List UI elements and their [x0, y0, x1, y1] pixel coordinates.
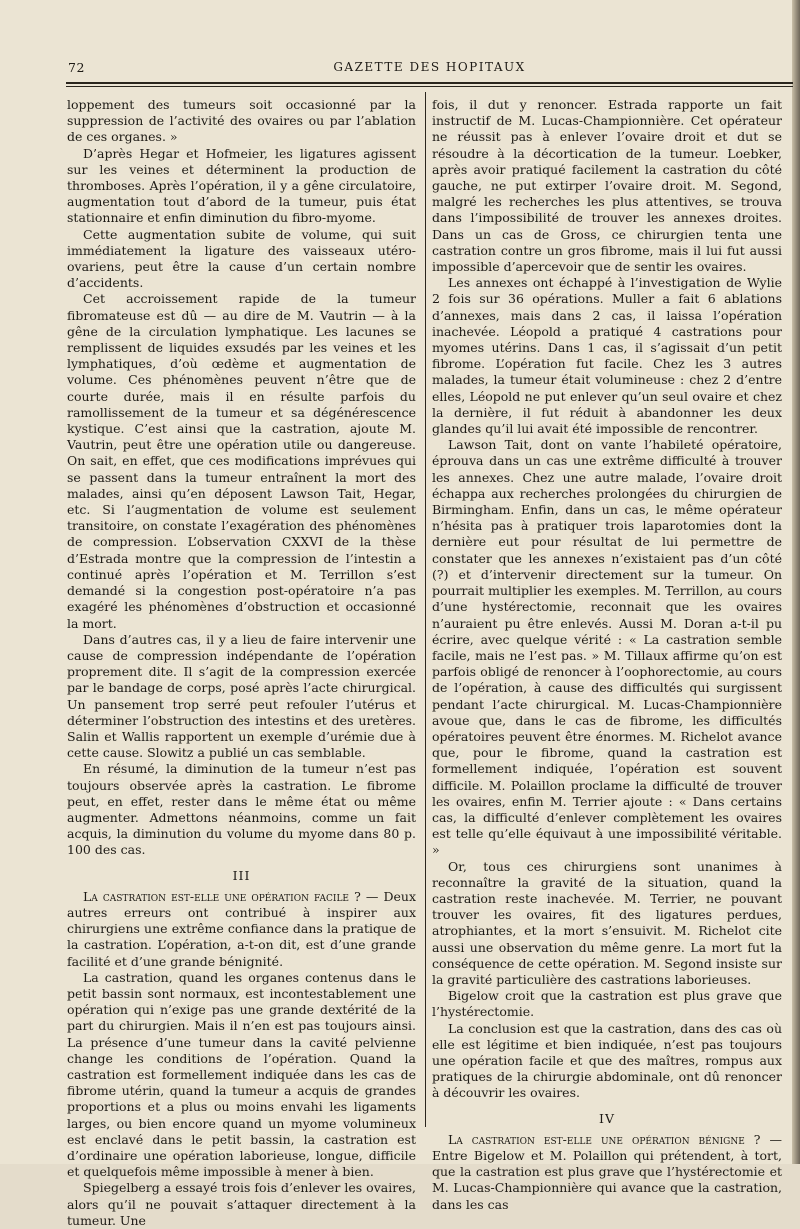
header-rule-thick — [66, 82, 793, 84]
column-divider — [425, 92, 426, 1127]
paragraph: Cette augmentation subite de volume, qui suit immédiatement la ligature des vaisseaux utéro-ovariens, peut être la cause d’un certain nombre d’accidents. — [67, 226, 416, 291]
paragraph: loppement des tumeurs soit occasionné par la suppression de l’activité des ovaires ou par l’ablation de ces organes. » — [67, 97, 416, 145]
page-number: 72 — [68, 60, 85, 75]
left-column — [67, 97, 416, 1228]
section-title: La castration est-elle une opération facile ? — [83, 888, 361, 904]
paragraph: Cet accroissement rapide de la tumeur fibromateuse est dû — au dire de M. Vautrin — à la gêne de la circulation lymphatique. Les lacunes se remplissent de liquides exsudés par les veines et les lymphatiques, d’où œdème et augmentation de volume. Ces phénomènes peuvent n’être que de courte durée, mais il en résulte parfois du ramollissement de la tumeur et sa dégénérescence kystique. C’est ainsi que la castration, ajoute M. Vautrin, peut être une opération utile ou dangereuse. On sait, en effet, que ces modifications imprévues qui se passent dans la tumeur entraînent la mort des malades, ainsi qu’en déposent Lawson Tait, Hegar, etc. Si l’augmentation de volume est seulement transitoire, on constate l’exagération des phénomènes de compression. L’observation CXXVI de la thèse d’Estrada montre que la compression de l’intestin a continué après l’opération et M. Terrillon s’est demandé si la congestion post-opératoire n’a pas exagéré les phénomènes d’obstruction et occasionné la mort. — [67, 291, 416, 631]
section-lead-text: — Deux autres erreurs ont contribué à inspirer aux chirurgiens une extrême confiance dans la pratique de la castration. L’opération, a-t-on dit, est d’une grande facilité et d’une grande bénignité. — [67, 888, 416, 969]
right-column — [432, 97, 782, 1212]
section-lead-paragraph — [67, 889, 416, 970]
paragraph: La castration, quand les organes contenus dans le petit bassin sont normaux, est incontestablement une opération qui n’exige pas une grande dextérité de la part du chirurgien. Mais il n’en est pas toujours ainsi. La présence d’une tumeur dans la cavité pelvienne change les conditions de l’opération. Quand la castration est formellement indiquée dans les cas de fibrome utérin, quand la tumeur a acquis de grandes proportions et a plus ou moins envahi les ligaments larges, ou bien encore quand un myome volumineux est enclavé dans le petit bassin, la castration est d’ordinaire une opération laborieuse, longue, difficile et quelquefois même impossible à mener à bien. — [67, 969, 416, 1180]
paragraph: Lawson Tait, dont on vante l’habileté opératoire, éprouva dans un cas une extrême difficulté à trouver les annexes. Chez une autre malade, l’ovaire droit échappa aux recherches prolongées du chirurgien de Birmingham. Enfin, dans un cas, le même opérateur n’hésita pas à pratiquer trois laparotomies dont la dernière eut pour résultat de lui permettre de constater que les annexes n’existaient pas d’un côté (?) et d’intervenir directement sur la tumeur. On pourrait multiplier les exemples. M. Terrillon, au cours d’une hystérectomie, reconnait que les ovaires n’auraient pu être enlevés. Aussi M. Doran a-t-il pu écrire, avec quelque vérité : « La castration semble facile, mais ne l’est pas. » M. Tillaux affirme qu’on est parfois obligé de renoncer à l’oophorectomie, au cours de l’opération, à cause des difficultés qui surgissent pendant l’acte chirurgical. M. Lucas-Championnière avoue que, dans le cas de fibrome, les difficultés opératoires peuvent être énormes. M. Richelot avance que, pour le fibrome, quand la castration est formellement indiquée, l’opération est souvent difficile. M. Polaillon proclame la difficulté de trouver les ovaires, enfin M. Terrier ajoute : « Dans certains cas, la difficulté d’enlever complètement les ovaires est telle qu’elle équivaut à une impossibilité véritable. » — [432, 437, 782, 858]
paragraph: En résumé, la diminution de la tumeur n’est pas toujours observée après la castration. Le fibrome peut, en effet, rester dans le même état ou même augmenter. Admettons néanmoins, comme un fait acquis, la diminution du volume du myome dans 80 p. 100 des cas. — [67, 761, 416, 858]
paragraph: fois, il dut y renoncer. Estrada rapporte un fait instructif de M. Lucas-Championnière. Cet opérateur ne réussit pas à enlever l’ovaire droit et dut se résoudre à la décortication de la tumeur. Loebker, après avoir pratiqué facilement la castration du côté gauche, ne put extirper l’ovaire droit. M. Segond, malgré les recherches les plus attentives, se trouva dans l’impossibilité de trouver les annexes droites. Dans un cas de Gross, ce chirurgien tenta une castration contre un gros fibrome, mais il lui fut aussi impossible d’apercevoir que de sentir les ovaires. — [432, 97, 782, 275]
paragraph: La conclusion est que la castration, dans des cas où elle est légitime et bien indiquée, n’est pas toujours une opération facile et que des maîtres, rompus aux pratiques de la chirurgie abdominale, ont dû renoncer à découvrir les ovaires. — [432, 1020, 782, 1101]
paragraph: Dans d’autres cas, il y a lieu de faire intervenir une cause de compression indépendante de l’opération proprement dite. Il s’agit de la compression exercée par le bandage de corps, posé après l’acte chirurgical. Un pansement trop serré peut refouler l’utérus et déterminer l’obstruction des intestins et des uretères. Salin et Wallis rapportent un exemple d’urémie due à cette cause. Slowitz a publié un cas semblable. — [67, 631, 416, 761]
running-title: GAZETTE DES HOPITAUX — [333, 60, 526, 74]
section-lead-paragraph — [432, 1132, 782, 1213]
section-title: La castration est-elle une opération bénigne ? — [448, 1131, 761, 1147]
section-lead-text: — Entre Bigelow et M. Polaillon qui prétendent, à tort, que la castration est plus grave que l’hystérectomie et M. Lucas-Championnière qui avance que la castration, dans les cas — [432, 1131, 782, 1212]
paragraph: D’après Hegar et Hofmeier, les ligatures agissent sur les veines et déterminent la production de thromboses. Après l’opération, il y a gêne circulatoire, augmentation tout d’abord de la tumeur, puis état stationnaire et enfin diminution du fibro-myome. — [67, 145, 416, 226]
section-heading-iii: III — [232, 867, 251, 883]
page-edge-shadow — [792, 0, 800, 1164]
paragraph: Spiegelberg a essayé trois fois d’enlever les ovaires, alors qu’il ne pouvait s’attaquer directement à la tumeur. Une — [67, 1180, 416, 1228]
header-rule-thin — [66, 86, 793, 87]
paragraph: Bigelow croit que la castration est plus grave que l’hystérectomie. — [432, 988, 782, 1020]
paragraph: Les annexes ont échappé à l’investigation de Wylie 2 fois sur 36 opérations. Muller a fait 6 ablations d’annexes, mais dans 2 cas, il laissa l’opération inachevée. Léopold a pratiqué 4 castrations pour myomes utérins. Dans 1 cas, il s’agissait d’un petit fibrome. L’opération fut facile. Chez les 3 autres malades, la tumeur était volumineuse : chez 2 d’entre elles, Léopold ne put enlever qu’un seul ovaire et chez la dernière, il fut réduit à abandonner les deux glandes qu’il lui avait été impossible de rencontrer. — [432, 275, 782, 437]
paragraph: Or, tous ces chirurgiens sont unanimes à reconnaître la gravité de la situation, quand la castration reste inachevée. M. Terrier, ne pouvant trouver les ovaires, fit des ligatures perdues, atrophiantes, et la mort s’ensuivit. M. Richelot cite aussi une observation du même genre. La mort fut la conséquence de cette opération. M. Segond insiste sur la gravité particulière des castrations laborieuses. — [432, 858, 782, 987]
section-heading-iv: IV — [599, 1110, 615, 1126]
page-header — [66, 58, 793, 80]
